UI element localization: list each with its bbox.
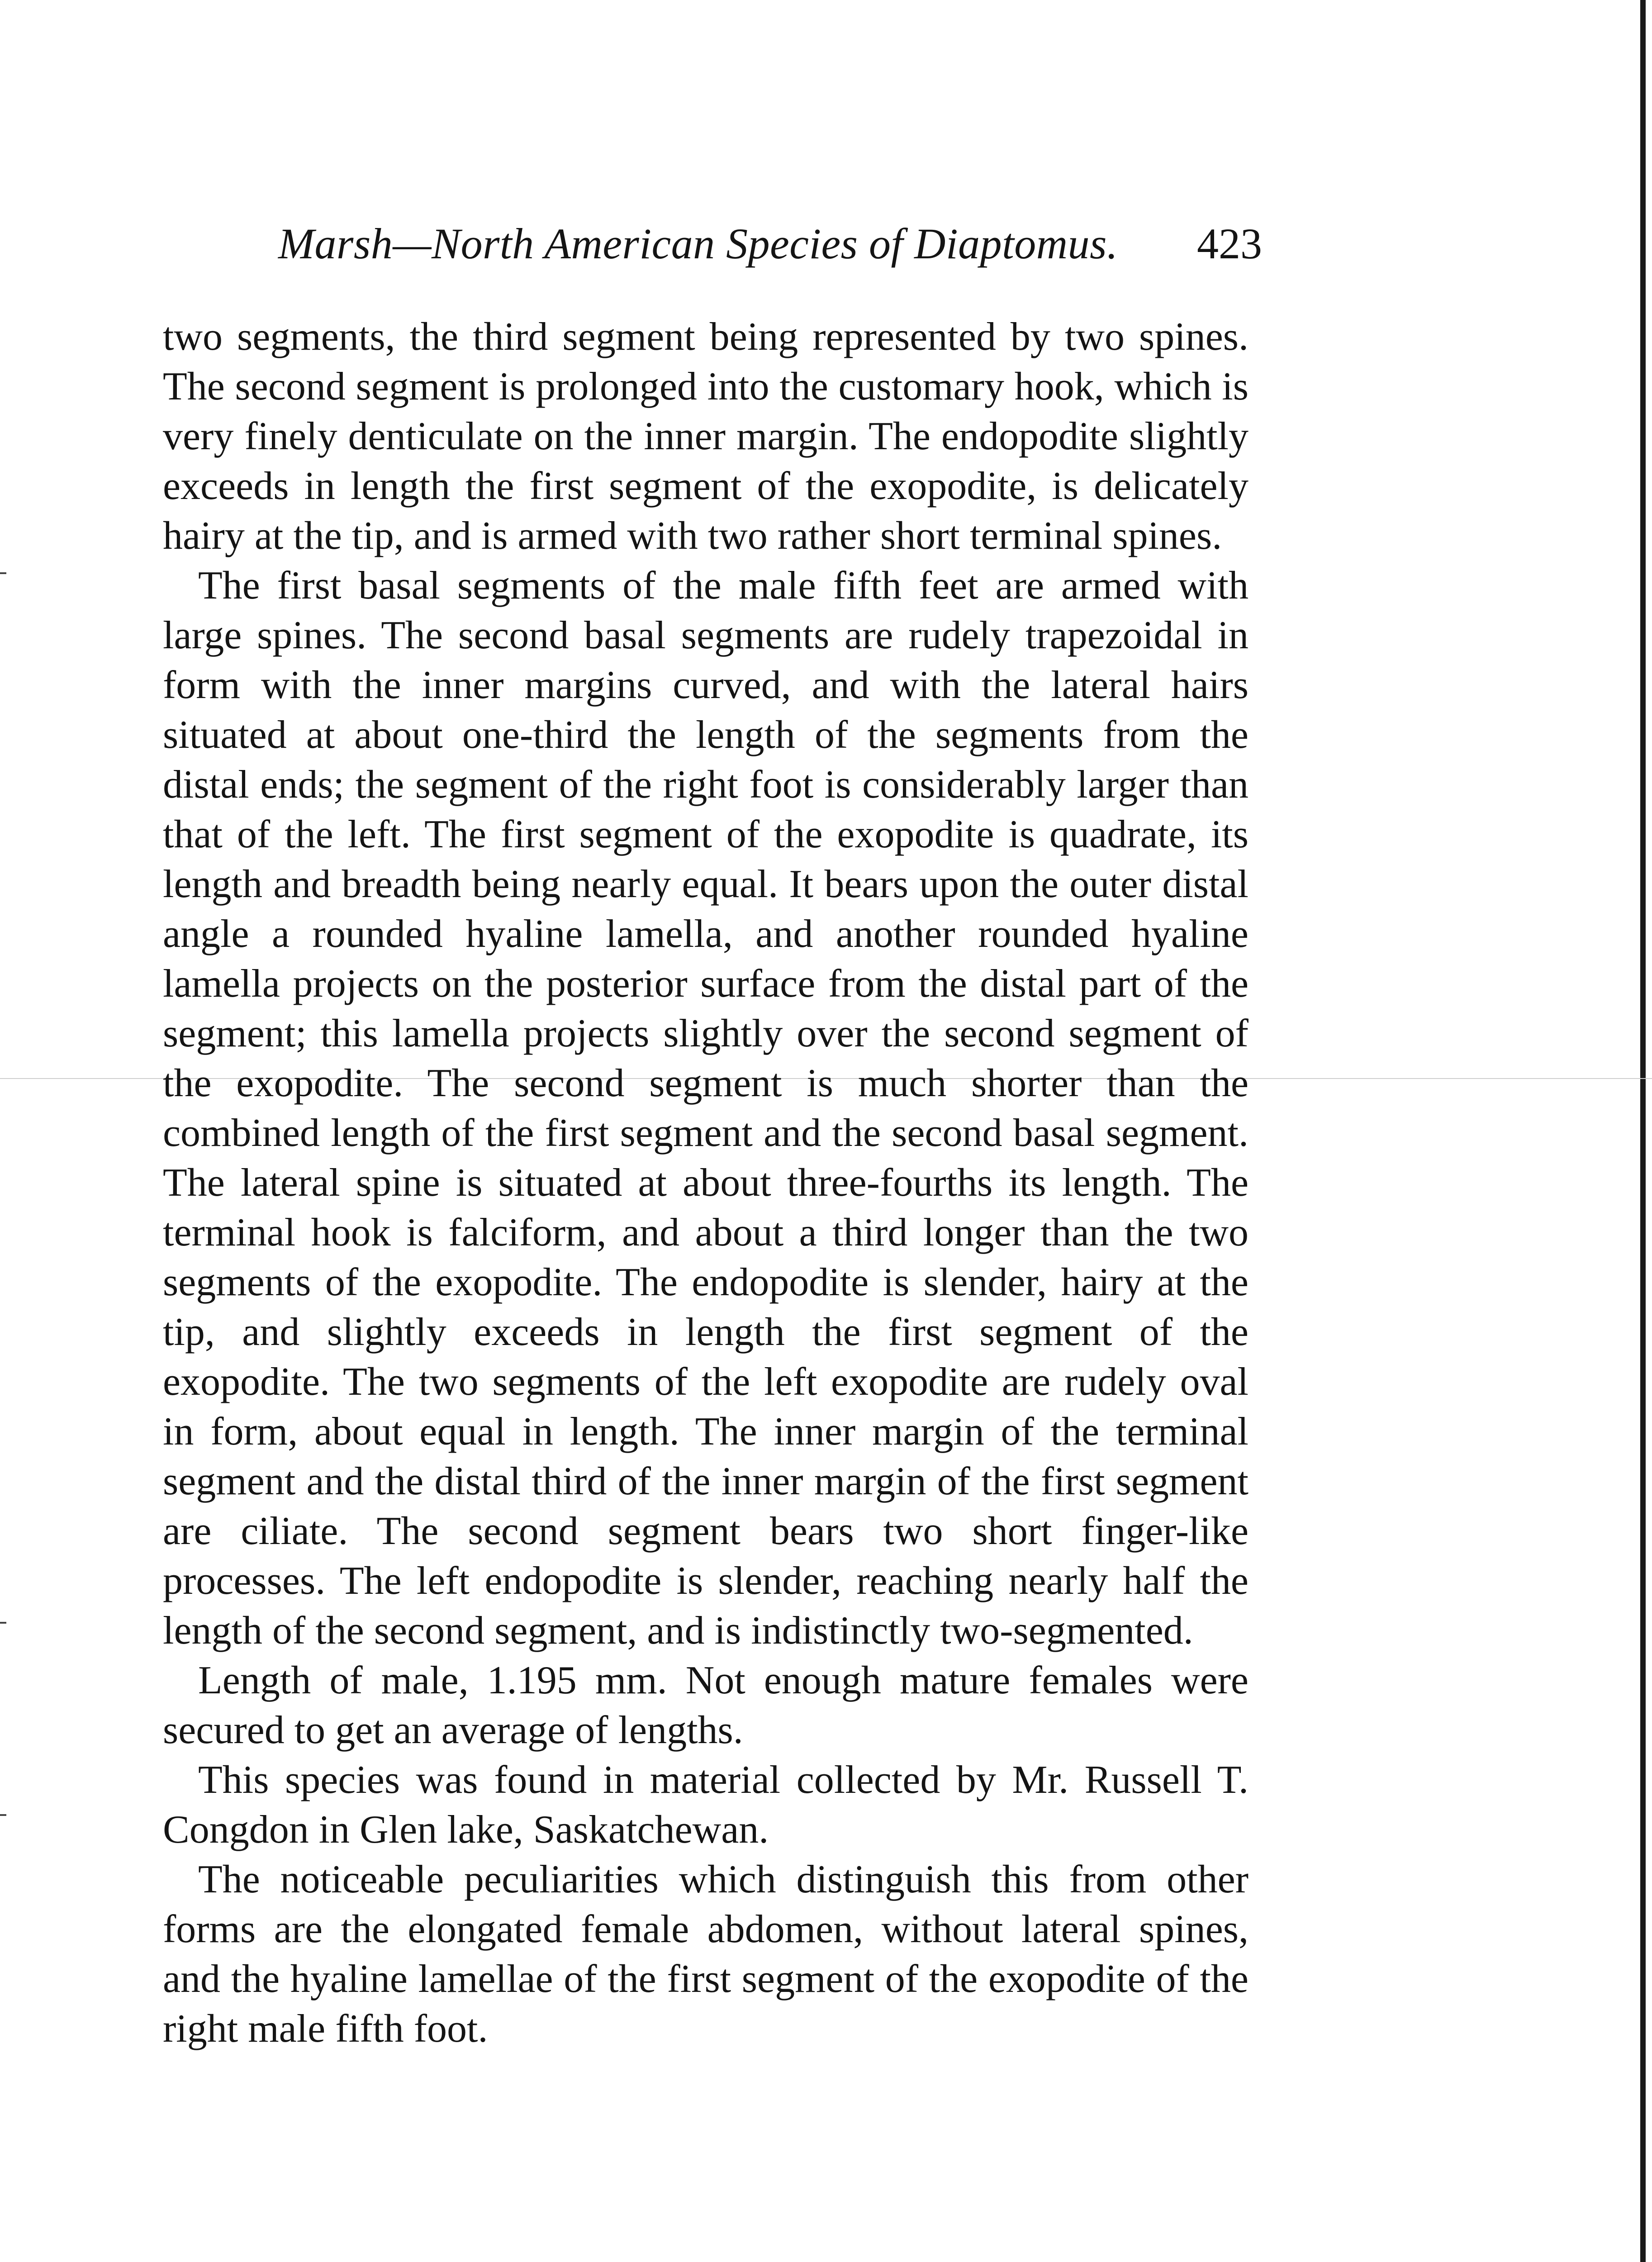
paragraph: two segments, the third segment being represented by two spines. The second segment is prolonged into the customary hook, which is very finely denticulate on the inner margin. The endopodite slightly exceeds in length the first segment of the exopodite, is delicately hairy at the tip, and is armed with two rather short terminal spines.: [163, 315, 1248, 558]
paragraph: The noticeable peculiarities which distinguish this from other forms are the elongated female abdomen, without lateral spines, and the hyaline lamellae of the first segment of the exopodite of the right male fifth foot.: [163, 1858, 1248, 2051]
margin-mark: [0, 1814, 6, 1816]
body-text: [163, 312, 1248, 2054]
page-edge-right: [1640, 0, 1646, 2262]
margin-mark: [0, 572, 6, 574]
paragraph: The first basal segments of the male fifth feet are armed with large spines. The second basal segments are rudely trapezoidal in form with the inner margins curved, and with the lateral hairs situated at about one-third the length of the segments from the distal ends; the segment of the right foot is considerably larger than that of the left. The first segment of the exopodite is quadrate, its length and breadth being nearly equal. It bears upon the outer distal angle a rounded hyaline lamella, and another rounded hyaline lamella projects on the posterior surface from the distal part of the segment; this lamella projects slightly over the second segment of the exopodite. The second segment is much shorter than the combined length of the first segment and the second basal segment. The lateral spine is situated at about three-fourths its length. The terminal hook is falciform, and about a third longer than the two segments of the exopodite. The endopodite is slender, hairy at the tip, and slightly exceeds in length the first segment of the exopodite. The two segments of the left exopodite are rudely oval in form, about equal in length. The inner margin of the terminal segment and the distal third of the inner margin of the first segment are ciliate. The second segment bears two short finger-like processes. The left endopodite is slender, reaching nearly half the length of the second segment, and is indistinctly two-segmented.: [163, 564, 1248, 1653]
page-number: 423: [1197, 219, 1262, 268]
margin-mark: [0, 1622, 6, 1624]
paragraph: This species was found in material collected by Mr. Russell T. Congdon in Glen lake, Saskatchewan.: [163, 1758, 1248, 1852]
running-head: Marsh—North American Species of Diaptomus.: [278, 219, 1118, 268]
page-header: [163, 215, 1262, 278]
paragraph: Length of male, 1.195 mm. Not enough mature females were secured to get an average of lengths.: [163, 1658, 1248, 1752]
